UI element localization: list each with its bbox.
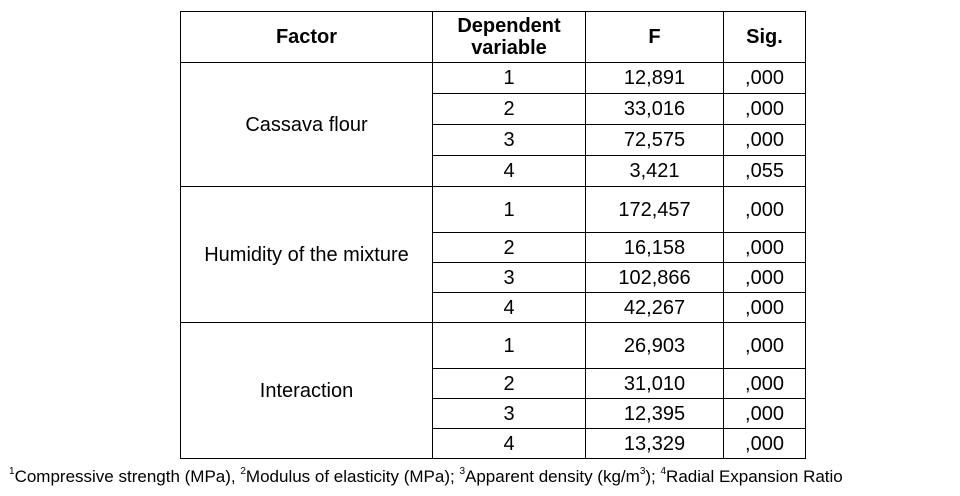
sig-cell: ,000 xyxy=(724,63,806,94)
anova-table xyxy=(180,11,806,459)
sig-cell: ,000 xyxy=(724,399,806,429)
footnote-text-4: Radial Expansion Ratio xyxy=(666,467,843,486)
factor-interaction: Interaction xyxy=(181,323,433,459)
factor-humidity-of-the-mixture: Humidity of the mixture xyxy=(181,187,433,323)
sig-cell: ,000 xyxy=(724,94,806,125)
header-row xyxy=(181,12,806,63)
f-cell: 72,575 xyxy=(586,125,724,156)
sig-cell: ,000 xyxy=(724,429,806,459)
header-f: F xyxy=(586,12,724,63)
footnote-exponent-3: 3 xyxy=(639,466,646,478)
f-cell: 102,866 xyxy=(586,263,724,293)
dependent-cell: 1 xyxy=(433,63,586,94)
f-cell: 13,329 xyxy=(586,429,724,459)
sig-cell: ,000 xyxy=(724,125,806,156)
factor-cassava-flour: Cassava flour xyxy=(181,63,433,187)
dependent-cell: 3 xyxy=(433,399,586,429)
sig-cell: ,000 xyxy=(724,293,806,323)
f-cell: 33,016 xyxy=(586,94,724,125)
dependent-cell: 4 xyxy=(433,156,586,187)
footnote-marker-4: 4 xyxy=(660,466,667,478)
table-row xyxy=(181,187,806,233)
footnote-text-1: Compressive strength (MPa), xyxy=(14,467,241,486)
sig-cell: ,000 xyxy=(724,369,806,399)
f-cell: 172,457 xyxy=(586,187,724,233)
header-sig: Sig. xyxy=(724,12,806,63)
f-cell: 12,395 xyxy=(586,399,724,429)
footnote-text-3b: ); xyxy=(645,467,661,486)
f-cell: 31,010 xyxy=(586,369,724,399)
f-cell: 3,421 xyxy=(586,156,724,187)
sig-cell: ,000 xyxy=(724,233,806,263)
f-cell: 26,903 xyxy=(586,323,724,369)
header-dependent-text: Dependent variable xyxy=(457,15,561,59)
footnote-text-3a: Apparent density (kg/m xyxy=(465,467,640,486)
footnote-text-2: Modulus of elasticity (MPa); xyxy=(245,467,460,486)
header-factor: Factor xyxy=(181,12,433,63)
sig-cell: ,000 xyxy=(724,323,806,369)
dependent-cell: 2 xyxy=(433,233,586,263)
dependent-cell: 4 xyxy=(433,429,586,459)
f-cell: 16,158 xyxy=(586,233,724,263)
header-dependent-variable xyxy=(433,12,586,63)
footnote-marker-3: 3 xyxy=(459,466,465,478)
table-row xyxy=(181,63,806,94)
dependent-cell: 3 xyxy=(433,263,586,293)
f-cell: 42,267 xyxy=(586,293,724,323)
dependent-cell: 3 xyxy=(433,125,586,156)
sig-cell: ,055 xyxy=(724,156,806,187)
sig-cell: ,000 xyxy=(724,263,806,293)
footnote-marker-2: 2 xyxy=(240,466,246,478)
dependent-cell: 2 xyxy=(433,369,586,399)
sig-cell: ,000 xyxy=(724,187,806,233)
footnote-marker-1: 1 xyxy=(9,466,15,478)
dependent-cell: 1 xyxy=(433,187,586,233)
table-row xyxy=(181,323,806,369)
dependent-cell: 4 xyxy=(433,293,586,323)
dependent-cell: 2 xyxy=(433,94,586,125)
dependent-cell: 1 xyxy=(433,323,586,369)
f-cell: 12,891 xyxy=(586,63,724,94)
table-footnote xyxy=(9,466,843,488)
